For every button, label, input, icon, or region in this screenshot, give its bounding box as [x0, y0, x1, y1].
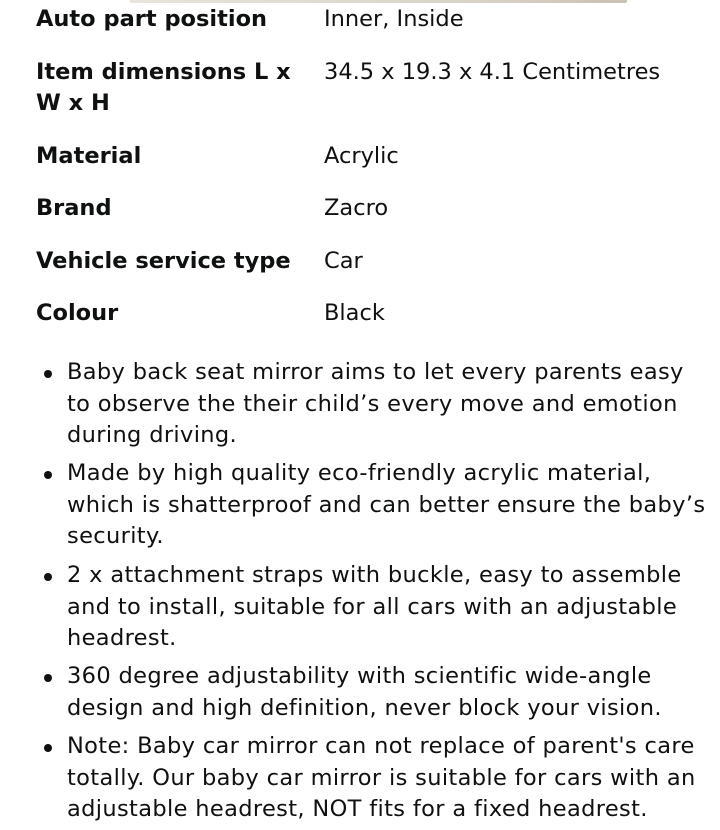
feature-bullet-text: 2 x attachment straps with buckle, easy to assemble and to install, suitable for all cars with an adjustable headrest. — [67, 562, 682, 652]
feature-bullet-text: Made by high quality eco-friendly acrylic material, which is shatterproof and can better ensure the baby’s security. — [67, 460, 706, 550]
bullet-dot-icon — [44, 370, 52, 378]
spec-label: Item dimensions L x W x H — [36, 59, 291, 116]
feature-bullet-text: Baby back seat mirror aims to let every parents easy to observe the their child’s every move and emotion during driving. — [67, 359, 684, 449]
spec-value: Inner, Inside — [324, 6, 464, 32]
spec-label: Material — [36, 143, 142, 169]
spec-value: Acrylic — [324, 143, 399, 169]
bullet-dot-icon — [44, 573, 52, 581]
feature-bullet-text: 360 degree adjustability with scientific wide-angle design and high definition, never block your vision. — [67, 663, 662, 721]
spec-label: Vehicle service type — [36, 248, 291, 274]
bullet-dot-icon — [44, 674, 52, 682]
bullet-dot-icon — [44, 471, 52, 479]
feature-bullet-text: Note: Baby car mirror can not replace of parent's care totally. Our baby car mirror is suitable for cars with an adjustable headrest, NOT fits for a fixed headrest. — [67, 733, 696, 823]
bullet-dot-icon — [44, 744, 52, 752]
spec-value: 34.5 x 19.3 x 4.1 Centimetres — [324, 59, 661, 85]
spec-value: Car — [324, 248, 363, 274]
spec-label: Auto part position — [36, 6, 268, 32]
spec-label: Brand — [36, 195, 112, 221]
spec-value: Zacro — [324, 195, 389, 221]
spec-value: Black — [324, 300, 385, 326]
product-image-edge — [130, 0, 627, 3]
spec-label: Colour — [36, 300, 119, 326]
